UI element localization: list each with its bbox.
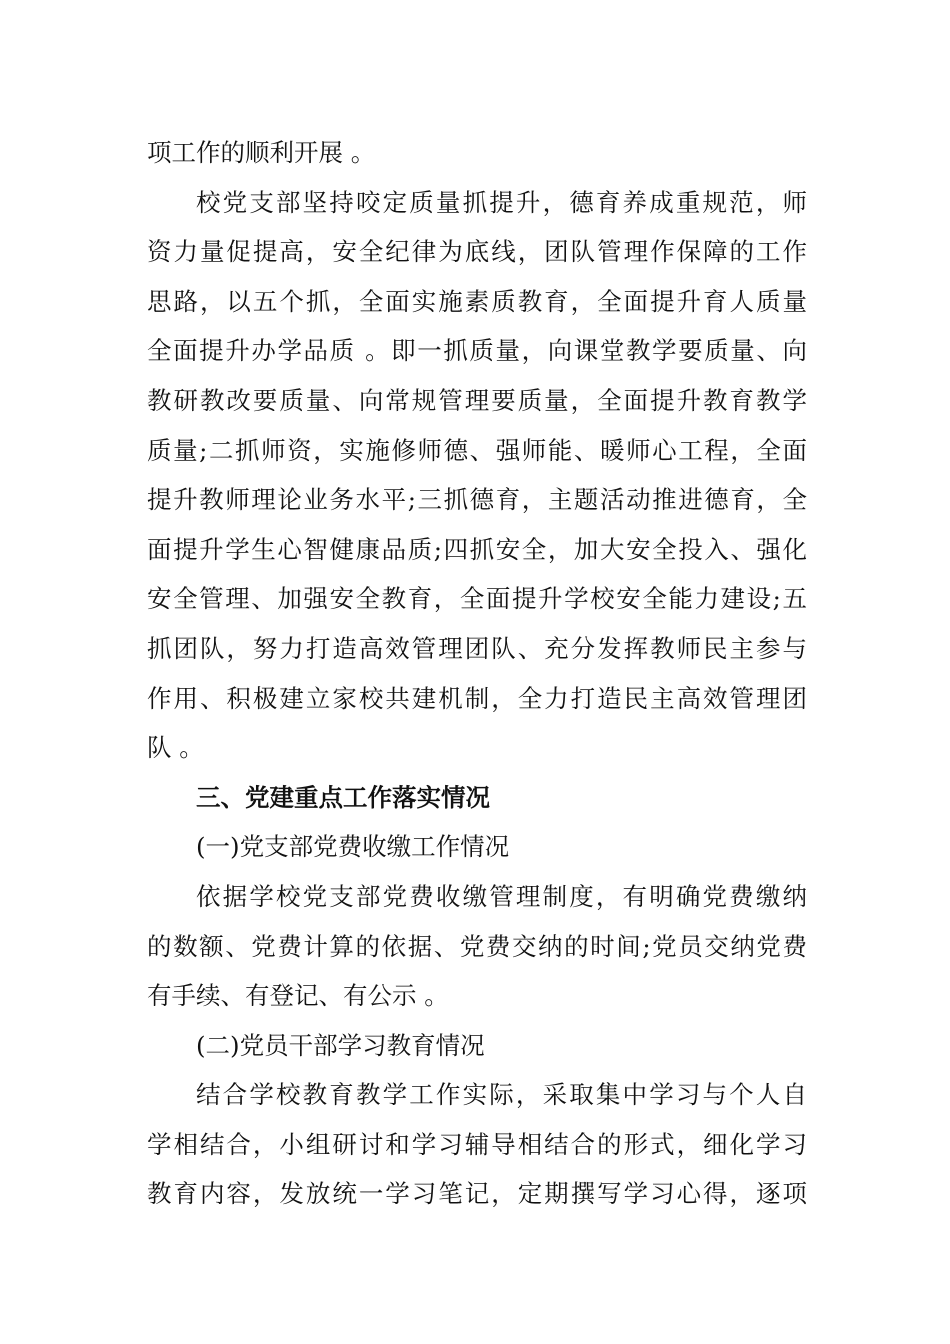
text-line: 结合学校教育教学工作实际，采取集中学习与个人自 bbox=[196, 1080, 807, 1110]
section-heading: 三、党建重点工作落实情况 bbox=[196, 782, 490, 812]
text-line: 安全管理、加强安全教育，全面提升学校安全能力建设;五 bbox=[147, 584, 807, 614]
text-line: 资力量促提高，安全纪律为底线，团队管理作保障的工作 bbox=[147, 237, 807, 267]
text-line: 的数额、党费计算的依据、党费交纳的时间;党员交纳党费 bbox=[147, 931, 807, 961]
text-line: 教研教改要质量、向常规管理要质量，全面提升教育教学 bbox=[147, 385, 807, 415]
text-line: 学相结合，小组研讨和学习辅导相结合的形式，细化学习 bbox=[147, 1129, 807, 1159]
text-line: 全面提升办学品质 。即一抓质量，向课堂教学要质量、向 bbox=[147, 336, 807, 366]
text-line: 校党支部坚持咬定质量抓提升，德育养成重规范，师 bbox=[196, 187, 807, 217]
text-line: 有手续、有登记、有公示 。 bbox=[147, 981, 449, 1011]
text-line: (一)党支部党费收缴工作情况 bbox=[196, 832, 510, 862]
text-line: 提升教师理论业务水平;三抓德育，主题活动推进德育，全 bbox=[147, 485, 807, 515]
text-line: 队 。 bbox=[147, 733, 204, 763]
text-line: 依据学校党支部党费收缴管理制度，有明确党费缴纳 bbox=[196, 881, 807, 911]
text-line: 思路，以五个抓，全面实施素质教育，全面提升育人质量 bbox=[147, 286, 807, 316]
text-line: 项工作的顺利开展 。 bbox=[147, 138, 376, 167]
text-line: 抓团队，努力打造高效管理团队、充分发挥教师民主参与 bbox=[147, 633, 807, 663]
text-line: (二)党员干部学习教育情况 bbox=[196, 1030, 485, 1060]
text-line: 教育内容，发放统一学习笔记，定期撰写学习心得，逐项 bbox=[147, 1179, 807, 1209]
document-body bbox=[147, 128, 807, 1219]
text-line: 面提升学生心智健康品质;四抓安全，加大安全投入、强化 bbox=[147, 534, 807, 564]
text-line: 质量;二抓师资，实施修师德、强师能、暖师心工程，全面 bbox=[147, 435, 807, 465]
text-line: 作用、积极建立家校共建机制，全力打造民主高效管理团 bbox=[147, 683, 807, 713]
